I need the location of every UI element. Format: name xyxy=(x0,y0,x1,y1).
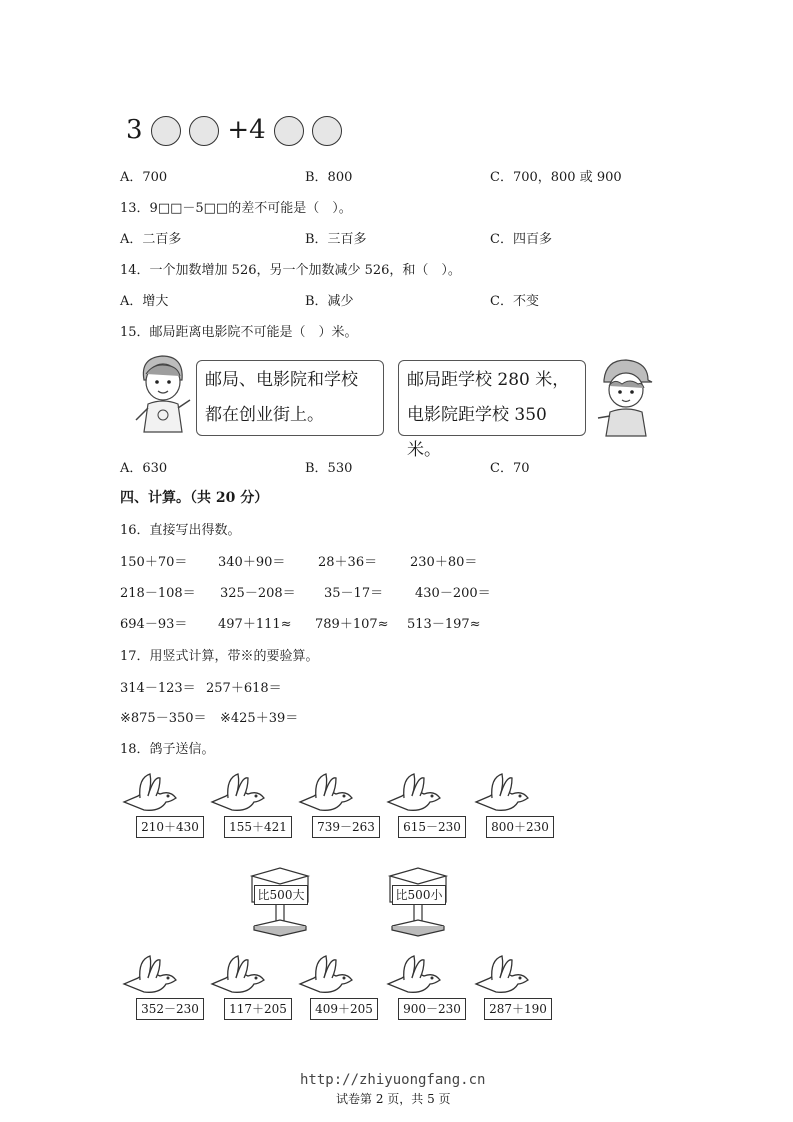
blank-circle xyxy=(312,116,342,146)
q12-option-c: C．700，800 或 900 xyxy=(490,170,622,185)
pigeon-icon xyxy=(296,954,356,998)
q14-option-c: C．不变 xyxy=(490,294,539,309)
q16-item: 340＋90＝ xyxy=(218,555,286,570)
letter-card: 409＋205 xyxy=(310,998,378,1020)
q17-item: ※425＋39＝ xyxy=(220,711,299,726)
watermark-url: http://zhiyuongfang.cn xyxy=(300,1072,486,1088)
girl-illustration xyxy=(592,356,658,438)
speech-bubble-left xyxy=(196,360,384,436)
q16-item: 325－208＝ xyxy=(220,586,296,601)
q15-option-c: C．70 xyxy=(490,461,530,476)
bubble-left-line-2: 都在创业街上。 xyxy=(205,405,324,425)
pigeon-icon xyxy=(208,772,268,816)
q16-item: 218－108＝ xyxy=(120,586,196,601)
q17-item: 257＋618＝ xyxy=(206,681,282,696)
q15-option-b: B．530 xyxy=(305,461,353,476)
q13-option-a: A．二百多 xyxy=(120,232,182,247)
pigeon-icon xyxy=(120,772,180,816)
pigeon-icon xyxy=(472,772,532,816)
q16-item: 150＋70＝ xyxy=(120,555,188,570)
q16-item: 430－200＝ xyxy=(415,586,491,601)
q17-item: ※875－350＝ xyxy=(120,711,207,726)
q17-question: 17．用竖式计算，带※的要验算。 xyxy=(120,649,319,664)
section-four-title: 四、计算。（共 20 分） xyxy=(120,490,269,506)
mailbox-label: 比500小 xyxy=(392,885,446,905)
q14-option-b: B．减少 xyxy=(305,294,354,309)
speech-bubble-right xyxy=(398,360,586,460)
pigeon-icon xyxy=(208,954,268,998)
q16-item: 28＋36＝ xyxy=(318,555,378,570)
boy-illustration xyxy=(130,352,198,434)
q12-mid: +4 xyxy=(227,115,266,145)
q12-option-a: A．700 xyxy=(120,170,168,185)
page-number: 试卷第 2 页，共 5 页 xyxy=(336,1092,451,1106)
blank-circle xyxy=(274,116,304,146)
letter-card: 210＋430 xyxy=(136,816,204,838)
q13-question: 13．9□□－5□□的差不可能是（ ）。 xyxy=(120,201,352,216)
letter-card: 739－263 xyxy=(312,816,380,838)
letter-card: 287＋190 xyxy=(484,998,552,1020)
letter-card: 800＋230 xyxy=(486,816,554,838)
q12-option-b: B．800 xyxy=(305,170,353,185)
q16-item: 230＋80＝ xyxy=(410,555,478,570)
q16-item: 789＋107≈ xyxy=(315,617,389,632)
letter-card: 900－230 xyxy=(398,998,466,1020)
letter-card: 615－230 xyxy=(398,816,466,838)
pigeon-icon xyxy=(384,772,444,816)
q15-question: 15．邮局距离电影院不可能是（ ）米。 xyxy=(120,325,358,340)
blank-circle xyxy=(189,116,219,146)
blank-circle xyxy=(151,116,181,146)
q17-item: 314－123＝ xyxy=(120,681,196,696)
q13-option-c: C．四百多 xyxy=(490,232,552,247)
q13-option-b: B．三百多 xyxy=(305,232,367,247)
mailbox-label: 比500大 xyxy=(254,885,308,905)
q15-option-a: A．630 xyxy=(120,461,168,476)
pigeon-icon xyxy=(120,954,180,998)
bubble-right-line-1: 邮局距学校 280 米， xyxy=(407,370,570,390)
q16-question: 16．直接写出得数。 xyxy=(120,523,241,538)
letter-card: 117＋205 xyxy=(224,998,292,1020)
letter-card: 155＋421 xyxy=(224,816,292,838)
q14-option-a: A．增大 xyxy=(120,294,169,309)
bubble-left-line-1: 邮局、电影院和学校 xyxy=(205,370,358,390)
q16-item: 513－197≈ xyxy=(407,617,481,632)
q16-item: 497＋111≈ xyxy=(218,617,292,632)
q16-item: 35－17＝ xyxy=(324,586,384,601)
q18-question: 18．鸽子送信。 xyxy=(120,742,215,757)
q12-expression xyxy=(126,113,342,147)
bubble-right-line-2: 电影院距学校 350 米。 xyxy=(407,405,547,460)
q12-lead-digit: 3 xyxy=(126,115,143,145)
pigeon-icon xyxy=(296,772,356,816)
q14-question: 14．一个加数增加 526，另一个加数减少 526，和（ ）。 xyxy=(120,263,461,278)
q16-item: 694－93＝ xyxy=(120,617,188,632)
pigeon-icon xyxy=(384,954,444,998)
letter-card: 352－230 xyxy=(136,998,204,1020)
pigeon-icon xyxy=(472,954,532,998)
